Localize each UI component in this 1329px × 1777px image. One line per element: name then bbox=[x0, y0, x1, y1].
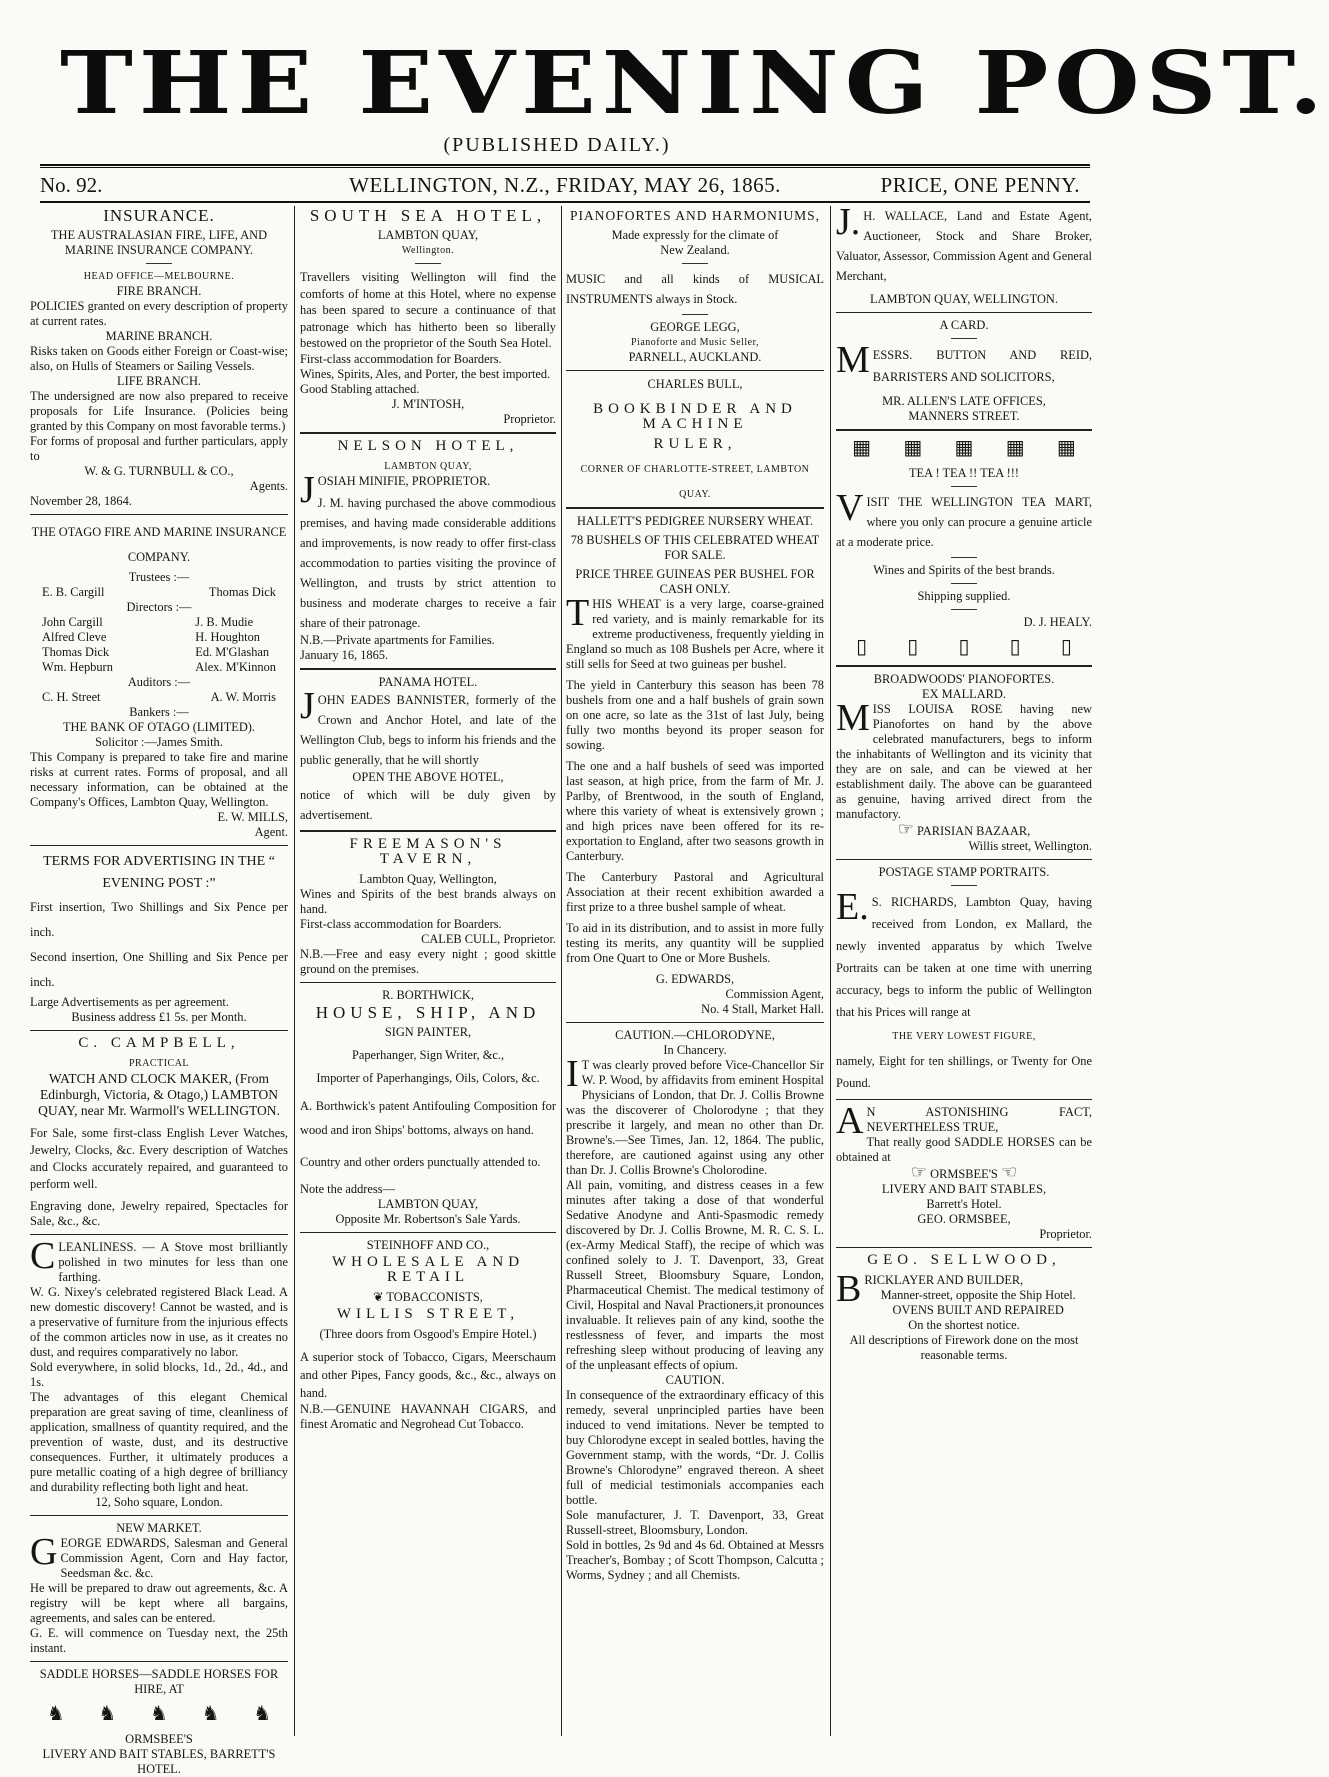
broad-bazaar bbox=[836, 819, 1092, 839]
binder-quay: QUAY. bbox=[679, 489, 711, 500]
wheat-para: THIS WHEAT is a very large, coarse-grained red variety, and is mainly remarkable for its extreme productiveness, frequently yielding in England so much as 108 Bushels per Acre, where it still sells for Seed at two guineas per bushel. bbox=[566, 592, 824, 671]
painter-line: Paperhanger, Sign Writer, &c., bbox=[351, 1047, 505, 1062]
issue-number: No. 92. bbox=[40, 173, 103, 197]
hotel-location: LAMBTON QUAY, bbox=[384, 460, 472, 472]
director-name: H. Houghton bbox=[195, 630, 261, 644]
market-text3: G. E. will commence on Tuesday next, the 25th instant. bbox=[30, 1626, 288, 1655]
ad-date: November 28, 1864. bbox=[30, 494, 132, 508]
broadwoods-ad bbox=[836, 672, 1092, 854]
column-divider bbox=[561, 206, 562, 1736]
separator bbox=[415, 263, 441, 264]
tavern-text3: N.B.—Free and easy every night ; good skittle ground on the premises. bbox=[300, 946, 556, 976]
column-3 bbox=[566, 206, 824, 1736]
terms-line: Large Advertisements as per agreement. bbox=[30, 995, 229, 1009]
column-2 bbox=[300, 206, 556, 1736]
borthwick-ad bbox=[300, 988, 556, 1227]
proprietor-role: Proprietor. bbox=[503, 411, 556, 426]
pointing-hand-icon: ☞ bbox=[897, 819, 914, 839]
saddle-place: LIVERY AND BAIT STABLES, BARRETT'S HOTEL. bbox=[42, 1747, 276, 1776]
hotel-text: J. M. having purchased the above commodious premises, and having made considerable additions and improvements, is now ready to offer first-class accommodation to parties visiting the province of Wellington, and trusts by strict attention to business and moderate charges to receive a fair share of their patronage. bbox=[300, 495, 556, 630]
tea-chest-icon: ▦ bbox=[903, 437, 923, 459]
tobacco-type bbox=[300, 1290, 556, 1305]
newspaper-title: THE EVENING POST. bbox=[60, 32, 1329, 135]
ad-title: HALLETT'S PEDIGREE NURSERY WHEAT. bbox=[576, 514, 814, 528]
tobacco-firm: STEINHOFF AND CO., bbox=[366, 1237, 490, 1252]
saddle-ad bbox=[30, 1667, 288, 1777]
hotel-text3: Wines, Spirits, Ales, and Porter, the best imported. bbox=[300, 366, 551, 381]
director-name: Wm. Hepburn bbox=[42, 660, 113, 674]
hotel-open: OPEN THE ABOVE HOTEL, bbox=[352, 769, 504, 784]
aston-owner-line bbox=[836, 1162, 1092, 1182]
broad-text: MISS LOUISA ROSE having new Pianofortes on hand by the above celebrated manufacturers, begs to inform the inhabitants of Wellington and its vicinity that they are on sale, and can be viewed at her establishment daily. The above can be guaranteed as genuine, having arrived direct from the manufactory. bbox=[836, 697, 1092, 821]
separator bbox=[300, 982, 556, 983]
ad-title: WHOLESALE AND RETAIL bbox=[331, 1253, 525, 1285]
separator bbox=[836, 665, 1092, 667]
terms-line: Business address £1 5s. per Month. bbox=[71, 1010, 247, 1024]
proprietor-name: J. M'INTOSH, bbox=[391, 396, 465, 411]
painter-opposite: Opposite Mr. Robertson's Sale Yards. bbox=[335, 1211, 521, 1226]
tea-line: TEA ! TEA !! TEA !!! bbox=[908, 466, 1019, 480]
ad-title: CAUTION.—CHLORODYNE, bbox=[615, 1028, 775, 1042]
horse-icon: ♞ bbox=[253, 1703, 272, 1725]
wallace-text: J.H. WALLACE, Land and Estate Agent, Auctioneer, Stock and Share Broker, Valuator, Assessor, Commission Agent and General Merchant, bbox=[836, 201, 1092, 283]
painter-address: LAMBTON QUAY, bbox=[377, 1196, 479, 1211]
wheat-line: PRICE THREE GUINEAS PER BUSHEL FOR CASH ONLY. bbox=[575, 567, 815, 596]
separator bbox=[30, 845, 288, 846]
separator bbox=[836, 312, 1092, 313]
new-market-ad bbox=[30, 1521, 288, 1656]
tobacco-text: A superior stock of Tobacco, Cigars, Meerschaum and other Pipes, Fancy goods, &c., &c., always on hand. bbox=[300, 1349, 556, 1400]
wheat-para: To aid in its distribution, and to assist in more fully testing its merits, any quantity will be supplied from One Quart to One or More Bushels. bbox=[566, 921, 824, 965]
binder-name: CHARLES BULL, bbox=[647, 377, 743, 391]
caution-heading: CAUTION. bbox=[665, 1373, 725, 1387]
tea-wines: Wines and Spirits of the best brands. bbox=[873, 563, 1055, 577]
freemasons-tavern-ad bbox=[300, 837, 556, 977]
builder-fire: All descriptions of Firework done on the most reasonable terms. bbox=[849, 1333, 1079, 1362]
nelson-hotel-ad bbox=[300, 439, 556, 663]
separator bbox=[951, 885, 977, 886]
broad-street: Willis street, Wellington. bbox=[968, 839, 1092, 853]
auditors-row bbox=[30, 690, 288, 705]
horse-icon: ♞ bbox=[201, 1703, 220, 1725]
separator bbox=[300, 432, 556, 434]
director-name: Thomas Dick bbox=[42, 645, 110, 659]
newspaper-subtitle: (PUBLISHED DAILY.) bbox=[443, 134, 671, 156]
stamp-low: THE VERY LOWEST FIGURE, bbox=[892, 1031, 1036, 1042]
binder-ruler: RULER, bbox=[653, 436, 737, 452]
masthead-rule bbox=[40, 164, 1090, 166]
tea-mart-ad bbox=[836, 437, 1092, 658]
campbell-ad bbox=[30, 1036, 288, 1229]
trustees-row bbox=[30, 585, 288, 600]
wheat-agent: G. EDWARDS, bbox=[655, 972, 735, 986]
painter-line: Country and other orders punctually attended to. bbox=[300, 1154, 541, 1169]
separator bbox=[682, 314, 708, 315]
market-text: GEORGE EDWARDS, Salesman and General Commission Agent, Corn and Hay factor, Seedsman &c. &c. bbox=[30, 1531, 288, 1580]
south-sea-hotel-ad bbox=[300, 208, 556, 427]
horse-icon: ♞ bbox=[46, 1703, 65, 1725]
ad-title: THE AUSTRALASIAN FIRE, LIFE, AND MARINE INSURANCE COMPANY. bbox=[50, 228, 268, 257]
wheat-role: Commission Agent, bbox=[725, 987, 824, 1001]
ad-title: BROADWOODS' PIANOFORTES. bbox=[873, 672, 1055, 686]
separator bbox=[951, 486, 977, 487]
aston-name: GEO. ORMSBEE, bbox=[917, 1212, 1011, 1226]
tea-text: VISIT THE WELLINGTON TEA MART, where you only can procure a genuine article at a moderate price. bbox=[836, 487, 1092, 549]
director-name: Alex. M'Kinnon bbox=[195, 660, 276, 674]
ad-title: AN ASTONISHING FACT, NEVERTHELESS TRUE, bbox=[836, 1100, 1092, 1142]
card-line: MANNERS STREET. bbox=[908, 409, 1020, 423]
hotel-text: Travellers visiting Wellington will find the comforts of home at this Hotel, where no expense has been spared to secure a continuance of that patronage which has hitherto been so liberally bestowed on the proprietor of the South Sea Hotel. bbox=[300, 270, 556, 350]
aston-text: That really good SADDLE HORSES can be obtained at bbox=[836, 1135, 1092, 1164]
wheat-para: The Canterbury Pastoral and Agricultural Association at their recent exhibition awarded a first prize to a three bushel sample of wheat. bbox=[566, 870, 824, 914]
separator bbox=[951, 609, 977, 610]
ad-title: BOOKBINDER AND MACHINE bbox=[593, 401, 797, 432]
bottle-icon: ▯ bbox=[1060, 636, 1072, 658]
otago-insurance-ad bbox=[30, 520, 288, 840]
wheat-address: No. 4 Stall, Market Hall. bbox=[701, 1002, 824, 1016]
separator bbox=[951, 338, 977, 339]
trustees-label: Trustees :— bbox=[128, 570, 190, 584]
separator bbox=[146, 263, 172, 264]
directors-label: Directors :— bbox=[126, 600, 192, 614]
separator bbox=[951, 583, 977, 584]
agent-name: E. W. MILLS, bbox=[217, 810, 288, 824]
practical-label: PRACTICAL bbox=[128, 1058, 190, 1069]
column-divider bbox=[294, 206, 295, 1736]
saddle-owner: ORMSBEE'S bbox=[125, 1732, 193, 1746]
builder-notice: On the shortest notice. bbox=[908, 1318, 1020, 1332]
head-office: HEAD OFFICE—MELBOURNE. bbox=[83, 271, 235, 282]
hotel-text: JOHN EADES BANNISTER, formerly of the Crown and Anchor Hotel, and late of the Wellington Club, begs to inform his friends and the public generally, that he will shortly bbox=[300, 684, 556, 767]
director-name: Ed. M'Glashan bbox=[195, 645, 270, 659]
pointing-hand-icon: ☜ bbox=[1000, 1162, 1018, 1182]
hotel-text2: First-class accommodation for Boarders. bbox=[300, 351, 502, 366]
tea-icons bbox=[836, 437, 1092, 459]
binder-address: CORNER OF CHARLOTTE-STREET, LAMBTON bbox=[580, 464, 810, 475]
painter-sign: SIGN PAINTER, bbox=[384, 1024, 472, 1039]
painter-line: A. Borthwick's patent Antifouling Composition for wood and iron Ships' bottoms, always on hand. bbox=[300, 1098, 556, 1137]
tobacco-near: (Three doors from Osgood's Empire Hotel.) bbox=[319, 1326, 537, 1341]
seller-name: GEORGE LEGG, bbox=[650, 320, 740, 334]
bank-name: THE BANK OF OTAGO (LIMITED). bbox=[62, 720, 256, 734]
ad-title: PIANOFORTES AND HARMONIUMS, bbox=[569, 208, 821, 223]
director-name: John Cargill bbox=[42, 615, 103, 629]
separator bbox=[30, 1234, 288, 1235]
hotel-text2: notice of which will be duly given by advertisement. bbox=[300, 787, 556, 822]
tobacco-label: TOBACCONISTS, bbox=[386, 1289, 483, 1304]
builder-name: GEO. SELLWOOD, bbox=[867, 1252, 1061, 1268]
builder-ovens: OVENS BUILT AND REPAIRED bbox=[892, 1303, 1064, 1317]
tavern-text: Wines and Spirits of the best brands always on hand. bbox=[300, 886, 556, 916]
separator bbox=[682, 263, 708, 264]
dateline bbox=[40, 170, 1090, 200]
hotel-text2: N.B.—Private apartments for Families. bbox=[300, 632, 495, 647]
wallace-address: LAMBTON QUAY, WELLINGTON. bbox=[870, 292, 1058, 306]
masthead-rule-thin bbox=[40, 167, 1090, 168]
terms-line: Second insertion, One Shilling and Six Pence per inch. bbox=[30, 950, 288, 989]
wheat-line: 78 BUSHELS OF THIS CELEBRATED WHEAT FOR SALE. bbox=[570, 533, 820, 562]
piano-line: Made expressly for the climate of bbox=[611, 228, 779, 242]
aston-place: LIVERY AND BAIT STABLES, bbox=[881, 1182, 1047, 1196]
sellwood-ad bbox=[836, 1253, 1092, 1363]
pipe-icon: ❦ bbox=[373, 1289, 384, 1304]
nixey-addr: 12, Soho square, London. bbox=[95, 1495, 223, 1509]
stamp-portraits-ad bbox=[836, 865, 1092, 1094]
hotel-owner: JOSIAH MINIFIE, PROPRIETOR. bbox=[300, 468, 491, 511]
auditor-name: C. H. Street bbox=[42, 690, 101, 704]
tea-chest-icon: ▦ bbox=[1056, 437, 1076, 459]
caution-sub: In Chancery. bbox=[663, 1043, 727, 1057]
director-name: Alfred Cleve bbox=[42, 630, 107, 644]
tea-chest-icon: ▦ bbox=[954, 437, 974, 459]
tavern-location: Lambton Quay, Wellington, bbox=[359, 871, 497, 886]
ad-title: A CARD. bbox=[939, 318, 989, 332]
column-1 bbox=[30, 206, 288, 1776]
piano-line: New Zealand. bbox=[660, 243, 730, 257]
ad-title: TERMS FOR ADVERTISING IN THE “ EVENING POST :” bbox=[43, 854, 275, 891]
issue-date: WELLINGTON, N.Z., FRIDAY, MAY 26, 1865. bbox=[349, 173, 781, 197]
separator bbox=[300, 668, 556, 670]
hotel-text4: Good Stabling attached. bbox=[300, 381, 420, 396]
builder-address: Manner-street, opposite the Ship Hotel. bbox=[880, 1288, 1076, 1302]
separator bbox=[300, 1232, 556, 1233]
agent-name: W. & G. TURNBULL & CO., bbox=[84, 464, 234, 478]
life-text: The undersigned are now also prepared to receive proposals for Life Insurance. (Policies being granted by this Company on most favorable terms.) bbox=[30, 389, 288, 433]
tobacco-nb: N.B.—GENUINE HAVANNAH CIGARS, and finest Aromatic and Negrohead Cut Tobacco. bbox=[300, 1401, 556, 1431]
ad-title: THE OTAGO FIRE AND MARINE INSURANCE COMPANY. bbox=[31, 525, 287, 564]
card-text: MESSRS. BUTTON AND REID, BARRISTERS AND SOLICITORS, bbox=[836, 339, 1092, 384]
tavern-text2: First-class accommodation for Boarders. bbox=[300, 916, 502, 931]
aston-role: Proprietor. bbox=[1039, 1227, 1092, 1241]
tea-chest-icon: ▦ bbox=[1005, 437, 1025, 459]
ad-title: BRICKLAYER AND BUILDER, bbox=[836, 1268, 1024, 1310]
director-name: J. B. Mudie bbox=[195, 615, 254, 629]
stamp-text2: namely, Eight for ten shillings, or Twenty for One Pound. bbox=[836, 1054, 1092, 1090]
ad-title: HOUSE, SHIP, AND bbox=[315, 1002, 541, 1022]
ad-title: SADDLE HORSES—SADDLE HORSES FOR HIRE, AT bbox=[39, 1667, 279, 1696]
caution-para: In consequence of the extraordinary efficacy of this remedy, several unprincipled parties have been induced to vend imitations. Never be tempted to buy Chlorodyne except in sealed bottles, having the Government stamp, with the words, “Dr. J. Collis Browne's Chlorodyne” engraved thereon. A sheet full of medicial testimonials accompanies each bottle. bbox=[566, 1388, 824, 1507]
pianoforte-ad bbox=[566, 208, 824, 365]
advertising-terms bbox=[30, 851, 288, 1025]
tea-chest-icon: ▦ bbox=[852, 437, 872, 459]
fire-text: POLICIES granted on every description of property at current rates. bbox=[30, 299, 288, 328]
trustee-name: Thomas Dick bbox=[208, 585, 276, 599]
caution-para: IT was clearly proved before Vice-Chancellor Sir W. P. Wood, by affidavits from eminent Hospital Physicians of London, that Dr. J. Collis Browne was the discoverer of Cholorodyne ; that they prescribe it largely, and mean no other than Dr. Browne's.—See Times, Jan. 12, 1864. The public, therefore, are cautioned against using any other than Dr. J. Collis Browne's Cholorodine. bbox=[566, 1053, 824, 1177]
tea-owner: D. J. HEALY. bbox=[1023, 615, 1092, 629]
agent-role: Agents. bbox=[249, 479, 288, 493]
stamp-text: E.S. RICHARDS, Lambton Quay, having received from London, ex Mallard, the newly invented apparatus by which Twelve Portraits can be taken at one time with unerring accuracy, begs to inform the public of Wellington that his Prices will range at bbox=[836, 886, 1092, 1019]
clean-text: CLEANLINESS. — A Stove most brilliantly polished in two minutes for less than one farthing. bbox=[30, 1235, 288, 1284]
aston-owner: ORMSBEE'S bbox=[930, 1167, 998, 1181]
panama-hotel-ad bbox=[300, 675, 556, 825]
hotel-city: Wellington. bbox=[401, 245, 455, 256]
separator bbox=[951, 557, 977, 558]
dateline-rule bbox=[40, 201, 1090, 203]
music-text: MUSIC and all kinds of MUSICAL INSTRUMENTS always in Stock. bbox=[566, 272, 824, 306]
wallace-ad bbox=[836, 201, 1092, 307]
terms-line: First insertion, Two Shillings and Six Pence per inch. bbox=[30, 900, 288, 939]
ad-title: PANAMA HOTEL. bbox=[378, 674, 478, 689]
ad-title: SOUTH SEA HOTEL, bbox=[309, 206, 547, 225]
card-line: MR. ALLEN'S LATE OFFICES, bbox=[882, 394, 1046, 408]
bottle-icon: ▯ bbox=[958, 636, 970, 658]
trustee-name: E. B. Cargill bbox=[42, 585, 105, 599]
separator bbox=[566, 507, 824, 509]
issue-price: PRICE, ONE PENNY. bbox=[880, 173, 1080, 197]
separator bbox=[836, 1247, 1092, 1248]
ad-title: FREEMASON'S TAVERN, bbox=[349, 835, 507, 867]
hotel-location: LAMBTON QUAY, bbox=[377, 228, 479, 242]
fire-branch: FIRE BRANCH. bbox=[116, 284, 202, 298]
hotel-date: January 16, 1865. bbox=[300, 647, 389, 662]
broad-ex: EX MALLARD. bbox=[922, 687, 1006, 701]
separator bbox=[836, 1099, 1092, 1100]
column-4 bbox=[836, 201, 1092, 1736]
caution-para: All pain, vomiting, and distress ceases in a few minutes after taking a dose of that wonderful Sedative Anodyne and Anti-Spasmodic remedy discovered by Dr. J. Collis Browne, M. R. C. S. L. (ex-Army Medical Staff), the recipe of which was confined solely to J. T. Davenport, 33, Great Russell Street, Bloomsbury Square, London, Pharmaceutical Chemist. The medical testimony of Civil, Hospital and Naval Practioners,it pronounces invaluable. It relieves pain of any kind, soothe the restlessness of fever, and imparts the most refreshing sleep without producing of leaving any of the unpleasant effects of opium. bbox=[566, 1178, 824, 1372]
auditors-label: Auditors :— bbox=[127, 675, 191, 689]
life-branch: LIFE BRANCH. bbox=[117, 374, 201, 388]
seller-place: PARNELL, AUCKLAND. bbox=[628, 350, 762, 364]
bottle-icon: ▯ bbox=[907, 636, 919, 658]
bazaar-name: PARISIAN BAZAAR, bbox=[917, 824, 1031, 838]
campbell-text2: Engraving done, Jewelry repaired, Spectacles for Sale, &c., &c. bbox=[30, 1199, 288, 1228]
campbell-title: WATCH AND CLOCK MAKER, (From Edinburgh, Victoria, & Otago,) LAMBTON QUAY, near Mr. Warmoll's WELLINGTON. bbox=[38, 1071, 280, 1118]
card-ad bbox=[836, 318, 1092, 424]
forms-text: For forms of proposal and further particulars, apply to bbox=[30, 434, 288, 463]
separator bbox=[30, 514, 288, 515]
caution-para: Sole manufacturer, J. T. Davenport, 33, Great Russell-street, Bloomsbury, London. bbox=[566, 1508, 824, 1537]
ad-title: POSTAGE STAMP PORTRAITS. bbox=[878, 865, 1050, 879]
solicitor: Solicitor :—James Smith. bbox=[95, 735, 223, 749]
column-divider bbox=[830, 206, 831, 1736]
horse-icon: ♞ bbox=[98, 1703, 117, 1725]
australasian-insurance-ad bbox=[30, 228, 288, 509]
separator bbox=[300, 830, 556, 832]
nixey-text: W. G. Nixey's celebrated registered Black Lead. A new domestic discovery! Cannot be wasted, and is a preservative of furniture from the injurious effects of the common articles now in use, as it creates no dust, and requires comparatively no labor. bbox=[30, 1285, 288, 1359]
marine-branch: MARINE BRANCH. bbox=[105, 329, 213, 343]
chlorodyne-ad bbox=[566, 1028, 824, 1583]
astonishing-fact-ad bbox=[836, 1100, 1092, 1242]
directors-row bbox=[30, 615, 288, 675]
bottle-icons bbox=[836, 636, 1092, 658]
bookbinder-ad bbox=[566, 377, 824, 502]
separator bbox=[30, 1030, 288, 1031]
painter-name: R. BORTHWICK, bbox=[382, 987, 474, 1002]
tea-shipping: Shipping supplied. bbox=[917, 589, 1011, 603]
bottle-icon: ▯ bbox=[856, 636, 868, 658]
ad-title: NEW MARKET. bbox=[116, 1521, 202, 1535]
separator bbox=[30, 1661, 288, 1662]
nixey-adv: The advantages of this elegant Chemical preparation are great saving of time, cleanliness of application, smallness of quantity required, and the prevention of waste, dust, and its destructive consequences. Further, it ultimately produces a pure metallic coating of a high degree of brilliancy and durability reflecting both light and heat. bbox=[30, 1390, 288, 1494]
nixey-ad bbox=[30, 1235, 288, 1510]
bottle-icon: ▯ bbox=[1009, 636, 1021, 658]
horse-icons bbox=[30, 1703, 288, 1725]
seller-role: Pianoforte and Music Seller, bbox=[630, 337, 760, 348]
tavern-name: CALEB CULL, Proprietor. bbox=[421, 931, 556, 946]
painter-line: Note the address— bbox=[300, 1181, 395, 1196]
nixey-sold: Sold everywhere, in solid blocks, 1d., 2d., 4d., and 1s. bbox=[30, 1360, 288, 1389]
ad-title: C. CAMPBELL, bbox=[78, 1035, 240, 1051]
separator bbox=[30, 1515, 288, 1516]
steinhoff-ad bbox=[300, 1238, 556, 1432]
horse-icon: ♞ bbox=[150, 1703, 168, 1725]
separator bbox=[836, 859, 1092, 860]
otago-text: This Company is prepared to take fire and marine risks at current rates. Forms of proposal, and all necessary information, can be obtained at the Company's Offices, Lambton Quay, Wellington. bbox=[30, 750, 288, 809]
wheat-para: The one and a half bushels of seed was imported last season, at high price, from the farm of Mr. J. Parlby, of Brentwood, in the south of England, where this variety of wheat is extensively grown ; and high prices nave been offered for its re-exportation to England, after two seasons growth in Canterbury. bbox=[566, 759, 824, 863]
separator bbox=[566, 1022, 824, 1023]
market-text2: He will be prepared to draw out agreements, &c. A registry will be kept where all bargains, agreements, and sales can be entered. bbox=[30, 1581, 288, 1625]
hallett-wheat-ad bbox=[566, 514, 824, 1017]
separator bbox=[836, 429, 1092, 431]
pointing-hand-icon: ☞ bbox=[910, 1162, 928, 1182]
caution-para: Sold in bottles, 2s 9d and 4s 6d. Obtained at Messrs Treacher's, Bombay ; of Scott Thompson, Calcutta ; Worms, Sydney ; and all Chemists. bbox=[566, 1538, 824, 1582]
insurance-heading: INSURANCE. bbox=[103, 206, 215, 225]
tobacco-street: WILLIS STREET, bbox=[336, 1305, 520, 1322]
agent-role: Agent. bbox=[254, 825, 288, 839]
bankers-label: Bankers :— bbox=[129, 705, 189, 719]
wheat-para: The yield in Canterbury this season has been 78 bushels from one and a half bushels of grain sown on one acre, so late as the 31st of last July, being fully two months beyond its proper season for sowing. bbox=[566, 678, 824, 752]
separator bbox=[566, 370, 824, 371]
ad-title: NELSON HOTEL, bbox=[337, 437, 519, 454]
campbell-text: For Sale, some first-class English Lever Watches, Jewelry, Clocks, &c. Every description of Watches and Clocks accurately repaired, and guaranteed to perform well. bbox=[30, 1126, 288, 1191]
auditor-name: A. W. Morris bbox=[210, 690, 276, 704]
painter-line: Importer of Paperhangings, Oils, Colors, &c. bbox=[316, 1070, 540, 1085]
aston-hotel: Barrett's Hotel. bbox=[926, 1197, 1002, 1211]
marine-text: Risks taken on Goods either Foreign or Coast-wise; also, on Hulls of Steamers or Sailing Vessels. bbox=[30, 344, 288, 373]
